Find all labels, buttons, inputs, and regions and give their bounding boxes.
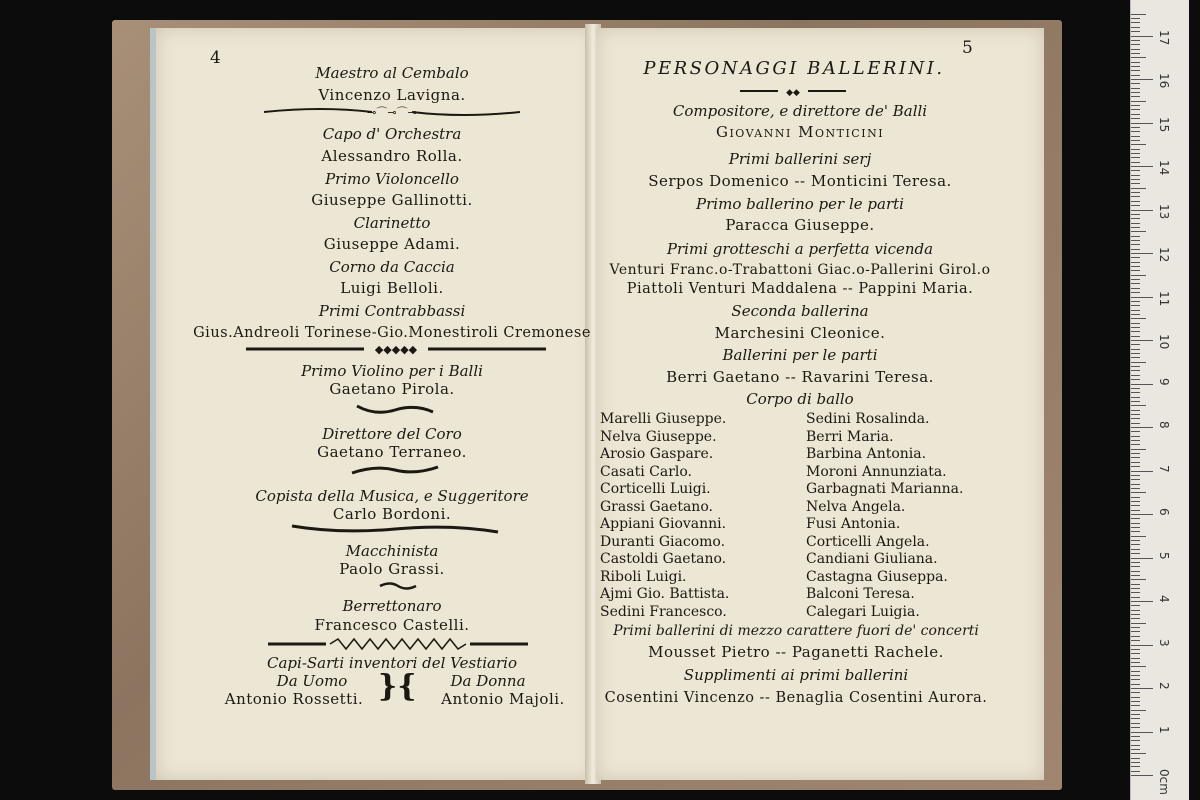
ruler-tick bbox=[1131, 505, 1140, 506]
dancers-heading: PERSONAGGI BALLERINI. bbox=[643, 58, 945, 79]
ruler-tick bbox=[1131, 175, 1140, 176]
ruler-tick bbox=[1131, 62, 1140, 63]
ruler-label: 11 bbox=[1157, 290, 1171, 306]
performer-name: Carlo Bordoni. bbox=[332, 505, 452, 523]
ruler-tick bbox=[1131, 118, 1140, 119]
ruler-tick bbox=[1131, 149, 1140, 150]
corps-dancer-name: Candiani Giuliana. bbox=[806, 551, 938, 567]
ruler-tick bbox=[1131, 714, 1140, 715]
ruler-tick bbox=[1131, 323, 1140, 324]
ruler-tick bbox=[1131, 727, 1140, 728]
ruler-tick bbox=[1131, 79, 1153, 80]
ruler-tick bbox=[1131, 575, 1140, 576]
ruler-tick bbox=[1131, 297, 1153, 298]
corps-dancer-name: Corticelli Luigi. bbox=[600, 481, 711, 497]
brace-icon: }{ bbox=[378, 669, 417, 704]
ruler-tick bbox=[1131, 414, 1140, 415]
ruler-label: 1 bbox=[1157, 725, 1171, 734]
ruler-tick bbox=[1131, 671, 1140, 672]
ruler-tick bbox=[1131, 527, 1140, 528]
ruler-tick bbox=[1131, 466, 1140, 467]
ruler-tick bbox=[1131, 679, 1140, 680]
ruler-tick bbox=[1131, 571, 1140, 572]
measuring-ruler bbox=[1130, 0, 1189, 800]
ruler-tick bbox=[1131, 153, 1140, 154]
ruler-tick bbox=[1131, 257, 1140, 258]
corps-dancer-name: Calegari Luigia. bbox=[806, 603, 920, 620]
ruler-tick bbox=[1131, 384, 1153, 385]
ruler-tick bbox=[1131, 775, 1153, 776]
ruler-tick bbox=[1131, 601, 1153, 602]
ruler-tick bbox=[1131, 179, 1140, 180]
ruler-tick bbox=[1131, 623, 1146, 624]
ruler-tick bbox=[1131, 88, 1140, 89]
ruler-tick bbox=[1131, 105, 1140, 106]
ruler-label: 8 bbox=[1157, 421, 1171, 429]
ruler-tick bbox=[1131, 201, 1140, 202]
performer-name: Paolo Grassi. bbox=[339, 560, 445, 578]
ruler-tick bbox=[1131, 640, 1140, 641]
ruler-tick bbox=[1131, 236, 1140, 237]
ruler-tick bbox=[1131, 597, 1140, 598]
ruler-label: 14 bbox=[1157, 160, 1171, 176]
corps-dancer-name: Nelva Giuseppe. bbox=[600, 428, 717, 445]
ruler-label: 6 bbox=[1157, 508, 1171, 516]
ruler-tick bbox=[1131, 584, 1140, 585]
corps-dancer-name: Balconi Teresa. bbox=[806, 586, 915, 602]
ruler-tick bbox=[1131, 658, 1140, 659]
ruler-tick bbox=[1131, 645, 1153, 646]
ruler-tick bbox=[1131, 27, 1140, 28]
ruler-tick bbox=[1131, 210, 1153, 211]
ornament-swash bbox=[350, 463, 440, 477]
performer-name: Francesco Castelli. bbox=[314, 616, 470, 634]
ruler-tick bbox=[1131, 262, 1140, 263]
corps-dancer-name: Castoldi Gaetano. bbox=[600, 551, 727, 567]
svg-text:◆◆: ◆◆ bbox=[786, 88, 800, 96]
ruler-tick bbox=[1131, 183, 1140, 184]
role-heading: Compositore, e direttore de' Balli bbox=[672, 102, 928, 120]
performer-name: Mousset Pietro -- Paganetti Rachele. bbox=[648, 643, 944, 661]
ruler-tick bbox=[1131, 288, 1140, 289]
ruler-tick bbox=[1131, 614, 1140, 615]
ruler-tick bbox=[1131, 488, 1140, 489]
ruler-tick bbox=[1131, 170, 1140, 171]
role-heading: Primi grotteschi a perfetta vicenda bbox=[666, 240, 934, 258]
ruler-tick bbox=[1131, 123, 1153, 124]
ruler-tick bbox=[1131, 357, 1140, 358]
ruler-tick bbox=[1131, 440, 1140, 441]
ornament-swash bbox=[378, 581, 418, 591]
ruler-tick bbox=[1131, 405, 1146, 406]
corps-dancer-name: Ajmi Gio. Battista. bbox=[600, 586, 730, 602]
ruler-tick bbox=[1131, 157, 1140, 158]
ruler-tick bbox=[1131, 231, 1146, 232]
ruler-tick bbox=[1131, 53, 1140, 54]
performer-name: Giovanni Monticini bbox=[715, 123, 885, 141]
corps-dancer-name: Castagna Giuseppa. bbox=[806, 568, 948, 585]
performer-name: Gaetano Terraneo. bbox=[317, 443, 467, 461]
corps-dancer-name: Sedini Francesco. bbox=[600, 603, 727, 620]
performer-name: Paracca Giuseppe. bbox=[725, 216, 875, 234]
ruler-tick bbox=[1131, 140, 1140, 141]
ruler-tick bbox=[1131, 336, 1140, 337]
role-heading: Primi ballerini di mezzo carattere fuori de' concerti bbox=[613, 623, 979, 639]
ruler-tick bbox=[1131, 771, 1140, 772]
ruler-tick bbox=[1131, 196, 1140, 197]
corpo-di-ballo-women bbox=[806, 411, 963, 621]
ornament-divider bbox=[244, 342, 548, 356]
corps-dancer-name: Garbagnati Marianna. bbox=[806, 481, 964, 497]
ruler-tick bbox=[1131, 83, 1140, 84]
ruler-tick bbox=[1131, 192, 1140, 193]
ruler-label: 4 bbox=[1157, 595, 1171, 603]
ruler-tick bbox=[1131, 653, 1140, 654]
ruler-tick bbox=[1131, 592, 1140, 593]
ruler-tick bbox=[1131, 370, 1140, 371]
ruler-tick bbox=[1131, 331, 1140, 332]
svg-text:⊸⌒⊸⌒⊸: ⊸⌒⊸⌒⊸ bbox=[367, 106, 417, 119]
corps-dancer-name: Appiani Giovanni. bbox=[600, 516, 727, 532]
ruler-tick bbox=[1131, 379, 1140, 380]
role-heading: Maestro al Cembalo bbox=[315, 64, 469, 82]
ruler-tick bbox=[1131, 22, 1140, 23]
ruler-tick bbox=[1131, 558, 1153, 559]
performer-name: Berri Gaetano -- Ravarini Teresa. bbox=[666, 368, 934, 386]
ruler-tick bbox=[1131, 305, 1140, 306]
role-heading: Ballerini per le parti bbox=[722, 346, 878, 364]
ruler-label: 10 bbox=[1157, 334, 1171, 350]
ruler-tick bbox=[1131, 431, 1140, 432]
ruler-tick bbox=[1131, 662, 1140, 663]
ruler-tick bbox=[1131, 214, 1140, 215]
ruler-label: 9 bbox=[1157, 377, 1171, 386]
ruler-label: 17 bbox=[1157, 29, 1171, 45]
ruler-tick bbox=[1131, 162, 1140, 163]
corps-dancer-name: Nelva Angela. bbox=[806, 498, 906, 515]
ruler-tick bbox=[1131, 249, 1140, 250]
ruler-tick bbox=[1131, 492, 1146, 493]
ruler-tick bbox=[1131, 649, 1140, 650]
ruler-tick bbox=[1131, 745, 1140, 746]
ruler-tick bbox=[1131, 510, 1140, 511]
role-heading: Primi ballerini serj bbox=[728, 150, 872, 168]
ruler-tick bbox=[1131, 301, 1140, 302]
performer-name: Serpos Domenico -- Monticini Teresa. bbox=[648, 172, 952, 190]
ruler-tick bbox=[1131, 70, 1140, 71]
ruler-tick bbox=[1131, 310, 1140, 311]
ruler-tick bbox=[1131, 514, 1153, 515]
ruler-label: 0cm bbox=[1157, 769, 1171, 795]
ruler-tick bbox=[1131, 618, 1140, 619]
ruler-tick bbox=[1131, 31, 1140, 32]
ruler-tick bbox=[1131, 523, 1140, 524]
ruler-tick bbox=[1131, 353, 1140, 354]
ruler-tick bbox=[1131, 75, 1140, 76]
ruler-tick bbox=[1131, 631, 1140, 632]
ruler-tick bbox=[1131, 471, 1153, 472]
ruler-tick bbox=[1131, 92, 1140, 93]
ruler-tick bbox=[1131, 388, 1140, 389]
role-heading: Direttore del Coro bbox=[322, 425, 462, 443]
ruler-tick bbox=[1131, 410, 1140, 411]
ruler-tick bbox=[1131, 270, 1140, 271]
ruler-tick bbox=[1131, 227, 1140, 228]
ruler-tick bbox=[1131, 327, 1140, 328]
ruler-label: 13 bbox=[1157, 203, 1171, 219]
ruler-tick bbox=[1131, 436, 1140, 437]
ruler-tick bbox=[1131, 740, 1140, 741]
role-heading: Clarinetto bbox=[353, 214, 431, 232]
ruler-tick bbox=[1131, 136, 1140, 137]
ruler-tick bbox=[1131, 401, 1140, 402]
ornament-swash bbox=[290, 522, 500, 536]
ruler-tick bbox=[1131, 684, 1140, 685]
ruler-tick bbox=[1131, 144, 1146, 145]
ruler-tick bbox=[1131, 701, 1140, 702]
ruler-tick bbox=[1131, 462, 1140, 463]
ruler-tick bbox=[1131, 479, 1140, 480]
ruler-tick bbox=[1131, 588, 1140, 589]
ruler-tick bbox=[1131, 349, 1140, 350]
ruler-tick bbox=[1131, 57, 1146, 58]
ruler-tick bbox=[1131, 692, 1140, 693]
corps-dancer-name: Duranti Giacomo. bbox=[600, 533, 726, 550]
ruler-tick bbox=[1131, 518, 1140, 519]
corps-dancer-name: Riboli Luigi. bbox=[600, 568, 687, 585]
ruler-tick bbox=[1131, 223, 1140, 224]
ruler-tick bbox=[1131, 636, 1140, 637]
ruler-tick bbox=[1131, 188, 1146, 189]
ruler-tick bbox=[1131, 292, 1140, 293]
ruler-tick bbox=[1131, 314, 1140, 315]
corps-dancer-name: Corticelli Angela. bbox=[806, 533, 930, 550]
ruler-tick bbox=[1131, 240, 1140, 241]
ruler-tick bbox=[1131, 531, 1140, 532]
ruler-tick bbox=[1131, 536, 1146, 537]
ruler-label: 3 bbox=[1157, 638, 1171, 647]
role-heading: Primo Violoncello bbox=[325, 170, 459, 188]
role-heading: Primo Violino per i Balli bbox=[301, 362, 483, 380]
ruler-tick bbox=[1131, 205, 1140, 206]
ruler-tick bbox=[1131, 96, 1140, 97]
ruler-tick bbox=[1131, 501, 1140, 502]
corps-dancer-name: Marelli Giuseppe. bbox=[600, 411, 727, 427]
ruler-tick bbox=[1131, 14, 1146, 15]
ruler-tick bbox=[1131, 749, 1140, 750]
costume-women-role: Da Donna bbox=[450, 672, 526, 690]
ruler-tick bbox=[1131, 366, 1140, 367]
ruler-tick bbox=[1131, 127, 1140, 128]
ruler-tick bbox=[1131, 605, 1140, 606]
ruler-tick bbox=[1131, 283, 1140, 284]
ruler-tick bbox=[1131, 218, 1140, 219]
ruler-tick bbox=[1131, 253, 1153, 254]
ruler-tick bbox=[1131, 49, 1140, 50]
ruler-tick bbox=[1131, 562, 1140, 563]
ruler-tick bbox=[1131, 688, 1153, 689]
role-heading: Macchinista bbox=[345, 542, 439, 560]
performer-name: Gaetano Pirola. bbox=[329, 380, 455, 398]
ruler-tick bbox=[1131, 340, 1153, 341]
ruler-tick bbox=[1131, 109, 1140, 110]
ruler-tick bbox=[1131, 397, 1140, 398]
ruler-tick bbox=[1131, 131, 1140, 132]
ruler-tick bbox=[1131, 540, 1140, 541]
ruler-tick bbox=[1131, 758, 1140, 759]
ruler-tick bbox=[1131, 475, 1140, 476]
ruler-tick bbox=[1131, 275, 1146, 276]
role-heading: Copista della Musica, e Suggeritore bbox=[255, 487, 529, 505]
role-heading: Capi-Sarti inventori del Vestiario bbox=[267, 654, 517, 672]
ruler-tick bbox=[1131, 627, 1140, 628]
performer-name: Gius.Andreoli Torinese-Gio.Monestiroli Cremonese bbox=[193, 325, 591, 341]
performer-name: Marchesini Cleonice. bbox=[714, 324, 886, 342]
ruler-tick bbox=[1131, 362, 1146, 363]
ruler-tick bbox=[1131, 697, 1140, 698]
ruler-tick bbox=[1131, 549, 1140, 550]
ruler-tick bbox=[1131, 718, 1140, 719]
corps-dancer-name: Arosio Gaspare. bbox=[600, 446, 714, 462]
ruler-label: 2 bbox=[1157, 682, 1171, 690]
ruler-tick bbox=[1131, 610, 1140, 611]
ruler-tick bbox=[1131, 44, 1140, 45]
right-page-number: 5 bbox=[962, 38, 973, 58]
ruler-tick bbox=[1131, 266, 1140, 267]
performer-name: Venturi Franc.o-Trabattoni Giac.o-Pallerini Girol.o bbox=[609, 262, 991, 278]
ruler-tick bbox=[1131, 453, 1140, 454]
ruler-tick bbox=[1131, 318, 1146, 319]
ruler-tick bbox=[1131, 579, 1146, 580]
ruler-tick bbox=[1131, 553, 1140, 554]
performer-name: Luigi Belloli. bbox=[340, 279, 444, 297]
ruler-tick bbox=[1131, 753, 1146, 754]
ruler-tick bbox=[1131, 736, 1140, 737]
performer-name: Piattoli Venturi Maddalena -- Pappini Maria. bbox=[626, 281, 974, 297]
costume-women-name: Antonio Majoli. bbox=[441, 690, 565, 708]
ruler-tick bbox=[1131, 449, 1146, 450]
ruler-tick bbox=[1131, 762, 1140, 763]
costume-men-role: Da Uomo bbox=[276, 672, 348, 690]
role-heading: Capo d' Orchestra bbox=[322, 125, 462, 143]
corps-dancer-name: Moroni Annunziata. bbox=[806, 463, 947, 480]
ruler-tick bbox=[1131, 418, 1140, 419]
role-heading: Primi Contrabbassi bbox=[318, 302, 466, 320]
ruler-label: 12 bbox=[1157, 247, 1171, 263]
corps-dancer-name: Sedini Rosalinda. bbox=[806, 411, 930, 427]
ruler-tick bbox=[1131, 444, 1140, 445]
ruler-tick bbox=[1131, 427, 1153, 428]
ruler-tick bbox=[1131, 244, 1140, 245]
ruler-label: 5 bbox=[1157, 551, 1171, 560]
corps-dancer-name: Berri Maria. bbox=[806, 428, 894, 445]
ruler-tick bbox=[1131, 101, 1146, 102]
role-heading: Corpo di ballo bbox=[746, 390, 854, 408]
performer-name: Giuseppe Gallinotti. bbox=[311, 191, 473, 209]
role-heading: Corno da Caccia bbox=[329, 258, 455, 276]
corps-dancer-name: Casati Carlo. bbox=[600, 463, 693, 480]
ruler-tick bbox=[1131, 279, 1140, 280]
costume-men-name: Antonio Rossetti. bbox=[224, 690, 364, 708]
ruler-label: 7 bbox=[1157, 464, 1171, 473]
corpo-di-ballo-men bbox=[600, 411, 729, 621]
ruler-tick bbox=[1131, 566, 1140, 567]
ruler-tick bbox=[1131, 40, 1140, 41]
ruler-tick bbox=[1131, 497, 1140, 498]
left-page-number: 4 bbox=[210, 48, 221, 68]
ruler-tick bbox=[1131, 705, 1140, 706]
ruler-label: 16 bbox=[1157, 73, 1171, 89]
ruler-label: 15 bbox=[1157, 116, 1171, 132]
ruler-tick bbox=[1131, 36, 1153, 37]
performer-name: Cosentini Vincenzo -- Benaglia Cosentini Aurora. bbox=[604, 690, 988, 706]
ruler-tick bbox=[1131, 484, 1140, 485]
role-heading: Primo ballerino per le parti bbox=[696, 195, 904, 213]
ruler-tick bbox=[1131, 344, 1140, 345]
performer-name: Vincenzo Lavigna. bbox=[318, 86, 466, 104]
role-heading: Berrettonaro bbox=[342, 597, 442, 615]
ruler-tick bbox=[1131, 666, 1146, 667]
ruler-tick bbox=[1131, 392, 1140, 393]
corps-dancer-name: Fusi Antonia. bbox=[806, 516, 901, 532]
ruler-tick bbox=[1131, 375, 1140, 376]
ornament-swash bbox=[355, 402, 435, 416]
ruler-tick bbox=[1131, 18, 1140, 19]
ruler-tick bbox=[1131, 544, 1140, 545]
role-heading: Seconda ballerina bbox=[731, 302, 869, 320]
ruler-tick bbox=[1131, 166, 1153, 167]
ruler-tick bbox=[1131, 423, 1140, 424]
ruler-tick bbox=[1131, 723, 1140, 724]
ruler-tick bbox=[1131, 457, 1140, 458]
corps-dancer-name: Grassi Gaetano. bbox=[600, 498, 713, 515]
ornament-divider bbox=[738, 86, 848, 96]
ruler-tick bbox=[1131, 766, 1140, 767]
ruler-tick bbox=[1131, 66, 1140, 67]
ruler-tick bbox=[1131, 675, 1140, 676]
ornament-divider bbox=[262, 104, 522, 120]
svg-text:◆◆◆◆◆: ◆◆◆◆◆ bbox=[374, 343, 418, 356]
ruler-tick bbox=[1131, 732, 1153, 733]
corps-dancer-name: Barbina Antonia. bbox=[806, 446, 927, 462]
ruler-tick bbox=[1131, 710, 1146, 711]
ornament-divider bbox=[266, 637, 530, 651]
performer-name: Giuseppe Adami. bbox=[323, 235, 461, 253]
ruler-tick bbox=[1131, 114, 1140, 115]
performer-name: Alessandro Rolla. bbox=[321, 147, 463, 165]
role-heading: Supplimenti ai primi ballerini bbox=[683, 666, 909, 684]
